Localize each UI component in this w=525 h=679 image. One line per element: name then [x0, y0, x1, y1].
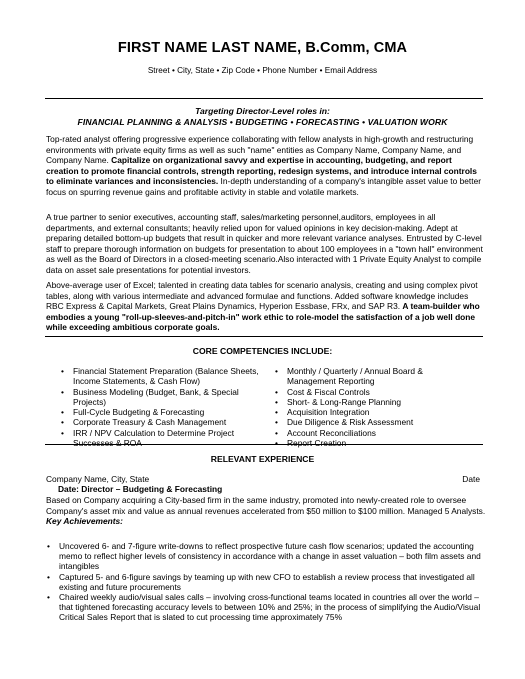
job-description [46, 495, 486, 527]
competencies-right-list [274, 366, 474, 448]
summary-p3-bold: A team-builder who embodies a young "roll-up-sleeves-and-pitch-in" work ethic to role-model the satisfaction of a job well done while exceeding ambitious corporate goals. [46, 301, 480, 332]
experience-divider [45, 444, 483, 445]
list-item: • Due Diligence & Risk Assessment [274, 417, 474, 427]
employment-date: Date [462, 474, 480, 484]
job-title: Date: Director – Budgeting & Forecasting [58, 484, 223, 494]
achievements-list [46, 541, 486, 623]
competencies-left-list [60, 366, 260, 448]
list-item: • Financial Statement Preparation (Balance Sheets, Income Statements, & Cash Flow) [60, 366, 260, 387]
list-item: • Account Reconciliations [274, 428, 474, 438]
summary-paragraph-1 [46, 134, 486, 197]
list-item: • Captured 5- and 6-figure savings by teaming up with new CFO to establish a review process that investigated all existing and future procurements [46, 572, 486, 592]
summary-paragraph-3 [46, 280, 486, 333]
list-item: • Report Creation [274, 438, 474, 448]
key-achievements-colon: : [120, 516, 123, 526]
experience-title: RELEVANT EXPERIENCE [210, 454, 315, 464]
targeting-line: Targeting Director-Level roles in: [195, 106, 330, 116]
list-item: • Chaired weekly audio/visual sales calls – involving cross-functional teams located in countries all over the world – that tightened forecasting accuracy levels to between 10% and 25%; in the process of simplifying the Audio/Visual Critical Sales Report that is slated to cut processing time approximately 75% [46, 592, 486, 623]
list-item: • IRR / NPV Calculation to Determine Project Successes & ROA [60, 428, 260, 449]
list-item: • Short- & Long-Range Planning [274, 397, 474, 407]
list-item: • Full-Cycle Budgeting & Forecasting [60, 407, 260, 417]
list-item: • Monthly / Quarterly / Annual Board & Management Reporting [274, 366, 474, 387]
list-item: • Acquisition Integration [274, 407, 474, 417]
targeting-roles: FINANCIAL PLANNING & ANALYSIS • BUDGETING • FORECASTING • VALUATION WORK [77, 117, 448, 127]
summary-p1-bold: Capitalize on organizational savvy and expertise in accounting, budgeting, and report creation to promote financial controls, strength reporting, redesign systems, and introduce internal controls to eliminate variances and inconsistencies. [46, 155, 477, 186]
summary-p1-plain: Top-rated analyst offering progressive experience collaborating with fellow analysts in high-growth and restructuring environments with private equity firms as well as such "name" entities as Company Name, Company Name, and Company Name. [46, 134, 474, 165]
header-divider [45, 98, 483, 99]
list-item: • Uncovered 6- and 7-figure write-downs to reflect prospective future cash flow scenarios; updated the accounting memo to reflect higher levels of consistency in accordance with a change in asset valuation – both film assets and intangibles [46, 541, 486, 572]
competencies-title: CORE COMPETENCIES INCLUDE: [192, 346, 333, 356]
candidate-name: FIRST NAME LAST NAME, B.Comm, CMA [117, 40, 408, 56]
contact-line: Street • City, State • Zip Code • Phone Number • Email Address [147, 66, 378, 75]
company-name: Company Name, City, State [46, 474, 150, 484]
company-row [46, 474, 480, 484]
list-item: • Business Modeling (Budget, Bank, & Special Projects) [60, 387, 260, 408]
summary-p3-plain: Above-average user of Excel; talented in creating data tables for scenario analysis, creating and using complex pivot tables, along with various intermediate and advanced formulae and functions. Added software knowledge includes RBC Express & Capital Markets, Great Plains Dynamics, Hyperion Essbase, FRx, and SAP R3. [46, 280, 478, 311]
competencies-divider [45, 336, 483, 337]
summary-p1-tail: In-depth understanding of a company's intangible asset value to better focus on spurring revenue gains and profitable activity in stable and volatile markets. [46, 176, 482, 197]
key-achievements-label: Key Achievements [46, 516, 121, 526]
job-description-text: Based on Company acquiring a City-based firm in the same industry, promoted into newly-created role to oversee Company's asset mix and value as annual revenues accelerated from $50 million to $100 million. Managed 5 Analysts. [46, 495, 486, 516]
summary-paragraph-2: A true partner to senior executives, accounting staff, sales/marketing personnel,auditors, employees in all departments, and external consultants; heavily relied upon for valued opinions in key decision-making. Adept at preparing detailed bottom-up budgets that result in quicker and more relevant variance analyses. Entrusted by C-level staff to prepare thorough information on budgets for presentation to about 100 employees in a "town hall" environment as well as the Board of Directors in a closed-meeting scenario.Also interacted with 1 Private Equity Analyst to compile data on asset sale presentations for potential investors. [46, 212, 483, 275]
list-item: • Corporate Treasury & Cash Management [60, 417, 260, 427]
list-item: • Cost & Fiscal Controls [274, 387, 474, 397]
